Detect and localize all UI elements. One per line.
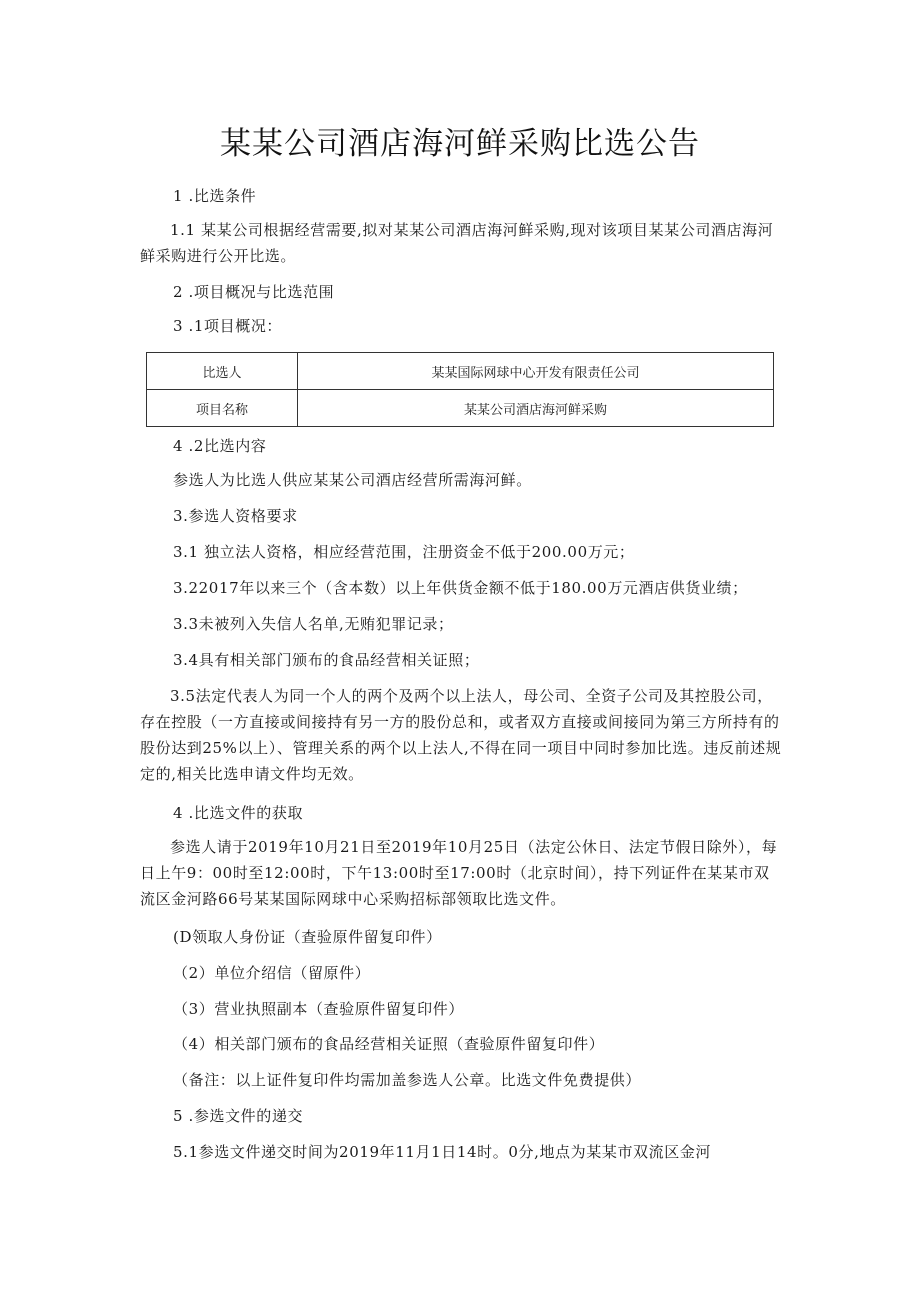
section-4-heading: 4 .比选文件的获取: [173, 804, 304, 822]
list-item: （3）营业执照副本（查验原件留复印件）: [173, 1000, 464, 1018]
table-cell-value: 某某公司酒店海河鲜采购: [298, 390, 774, 427]
table-cell-label: 项目名称: [147, 390, 298, 427]
list-item: （4）相关部门颁布的食品经营相关证照（查验原件留复印件）: [173, 1035, 605, 1053]
section-4-2-heading: 4 .2比选内容: [173, 437, 267, 455]
list-item: （2）单位介绍信（留原件）: [173, 964, 371, 982]
section-3-4-paragraph: 3.4具有相关部门颁布的食品经营相关证照；: [173, 651, 480, 669]
table-cell-label: 比选人: [147, 353, 298, 390]
section-3-1-heading: 3 .1项目概况：: [173, 317, 283, 335]
section-5-heading: 5 .参选文件的递交: [173, 1107, 304, 1125]
section-4-body: 参选人请于2019年10月21日至2019年10月25日（法定公休日、法定节假日除外），每日上午9：00时至12:00时，下午13:00时至17:00时（北京时间），持下列证件在某某市双流区金河路66号某某国际网球中心采购招标部领取比选文件。: [140, 838, 778, 908]
section-3-1-paragraph: 3.1 独立法人资格，相应经营范围，注册资金不低于200.00万元；: [173, 543, 635, 561]
section-2-heading: 2 .项目概况与比选范围: [173, 283, 335, 301]
table-cell-value: 某某国际网球中心开发有限责任公司: [298, 353, 774, 390]
section-5-1-paragraph: 5.1参选文件递交时间为2019年11月1日14时。0分,地点为某某市双流区金河: [173, 1143, 712, 1161]
list-item: (D领取人身份证（查验原件留复印件）: [173, 928, 442, 946]
section-3-2-paragraph: 3.22017年以来三个（含本数）以上年供货金额不低于180.00万元酒店供货业绩；: [173, 579, 748, 597]
document-title: 某某公司酒店海河鲜采购比选公告: [220, 126, 700, 162]
table-row: [147, 353, 774, 390]
note-paragraph: （备注：以上证件复印件均需加盖参选人公章。比选文件免费提供）: [173, 1071, 642, 1089]
section-3-3-paragraph: 3.3未被列入失信人名单,无贿犯罪记录；: [173, 615, 454, 633]
section-1-1-paragraph: 1.1 某某公司根据经营需要,拟对某某公司酒店海河鲜采购,现对该项目某某公司酒店海河鲜采购进行公开比选。: [140, 221, 774, 265]
table-row: [147, 390, 774, 427]
section-1-heading: 1 .比选条件: [173, 187, 257, 205]
section-4-2-body: 参选人为比选人供应某某公司酒店经营所需海河鲜。: [173, 471, 532, 489]
project-overview-table: [146, 352, 774, 427]
section-3-5-paragraph: 3.5法定代表人为同一个人的两个及两个以上法人，母公司、全资子公司及其控股公司，存在控股（一方直接或间接持有另一方的股份总和，或者双方直接或间接同为第三方所持有的股份达到25%以上）、管理关系的两个以上法人,不得在同一项目中同时参加比选。违反前述规定的,相关比选申请文件均无效。: [140, 687, 782, 783]
section-3-heading: 3.参选人资格要求: [173, 507, 298, 525]
